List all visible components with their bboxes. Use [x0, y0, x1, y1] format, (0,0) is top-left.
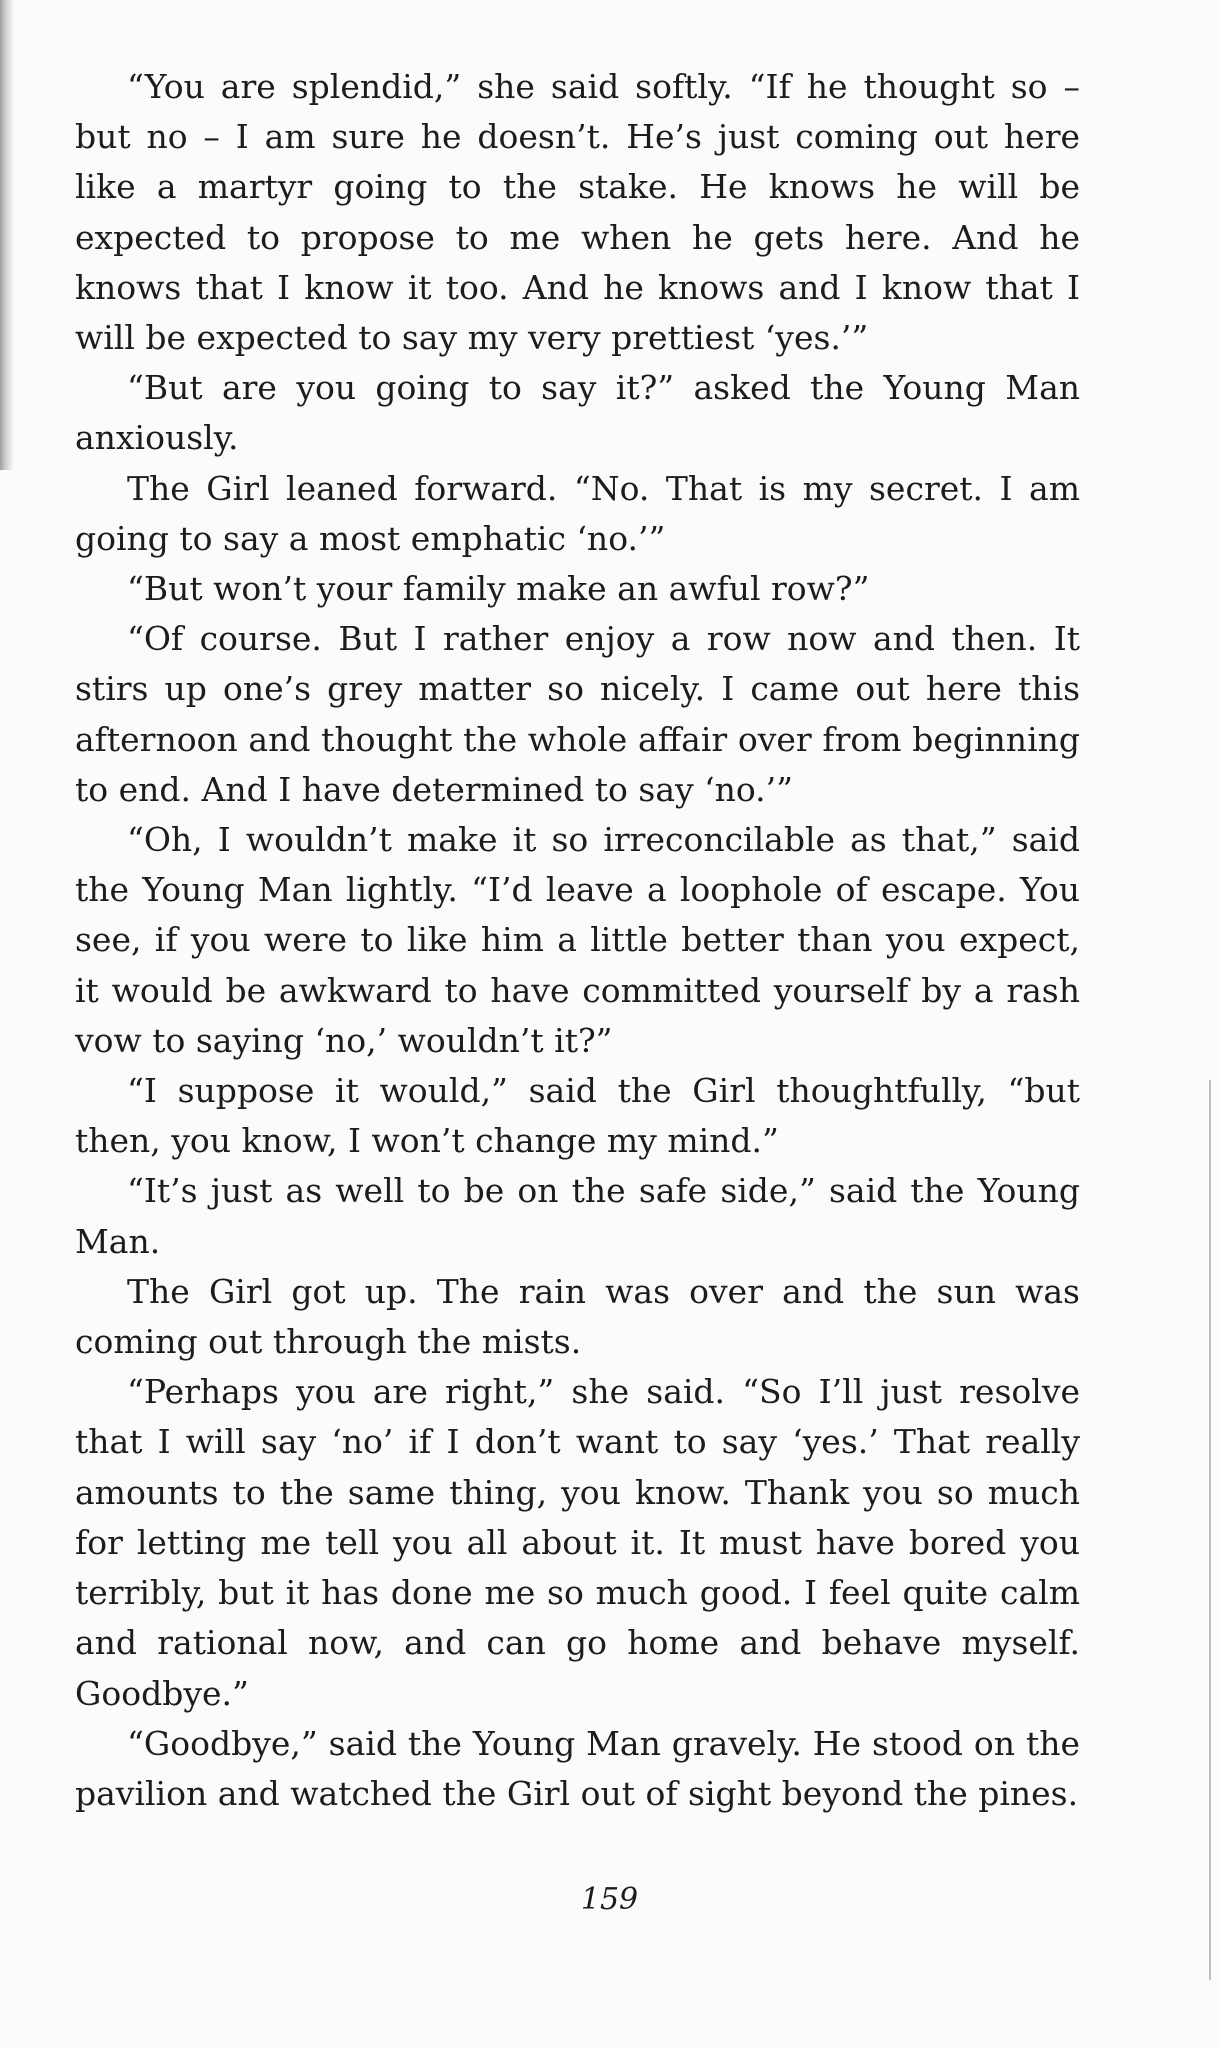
paragraph: “You are splendid,” she said softly. “If he thought so – but no – I am sure he doesn’t. He’s just coming out here like a martyr going to the stake. He knows he will be expected to propose to me when he gets here. And he knows that I know it too. And he knows and I know that I will be expected to say my very prettiest ‘yes.’”	[75, 67, 1080, 358]
body-text	[75, 62, 1080, 1819]
paragraph: “I suppose it would,” said the Girl thoughtfully, “but then, you know, I won’t change my mind.”	[75, 1071, 1080, 1161]
page-edge-line	[1209, 1080, 1211, 1980]
paragraph: “But are you going to say it?” asked the Young Man anxiously.	[75, 368, 1080, 458]
paragraph: “Oh, I wouldn’t make it so irreconcilable as that,” said the Young Man lightly. “I’d leave a loophole of escape. You see, if you were to like him a little better than you expect, it would be awkward to have committed yourself by a rash vow to saying ‘no,’ wouldn’t it?”	[75, 820, 1080, 1060]
paragraph: “But won’t your family make an awful row?”	[127, 569, 870, 609]
page-number: 159	[580, 1882, 639, 1917]
paragraph: “It’s just as well to be on the safe side,” said the Young Man.	[75, 1171, 1080, 1261]
paragraph: The Girl got up. The rain was over and the sun was coming out through the mists.	[75, 1271, 1080, 1362]
paragraph: “Perhaps you are right,” she said. “So I’ll just resolve that I will say ‘no’ if I don’t want to say ‘yes.’ That really amounts to the same thing, you know. Thank you so much for letting me tell you all about it. It must have bored you terribly, but it has done me so much good. I feel quite calm and rational now, and can go home and behave myself. Goodbye.”	[75, 1372, 1080, 1713]
page-edge-shadow	[0, 0, 14, 470]
paragraph: “Goodbye,” said the Young Man gravely. He stood on the pavilion and watched the Girl out of sight beyond the pines.	[75, 1723, 1080, 1813]
paragraph: “Of course. But I rather enjoy a row now and then. It stirs up one’s grey matter so nicely. I came out here this afternoon and thought the whole affair over from beginning to end. And I have determined to say ‘no.’”	[75, 619, 1080, 809]
paragraph: The Girl leaned forward. “No. That is my secret. I am going to say a most emphatic ‘no.’”	[75, 468, 1080, 558]
